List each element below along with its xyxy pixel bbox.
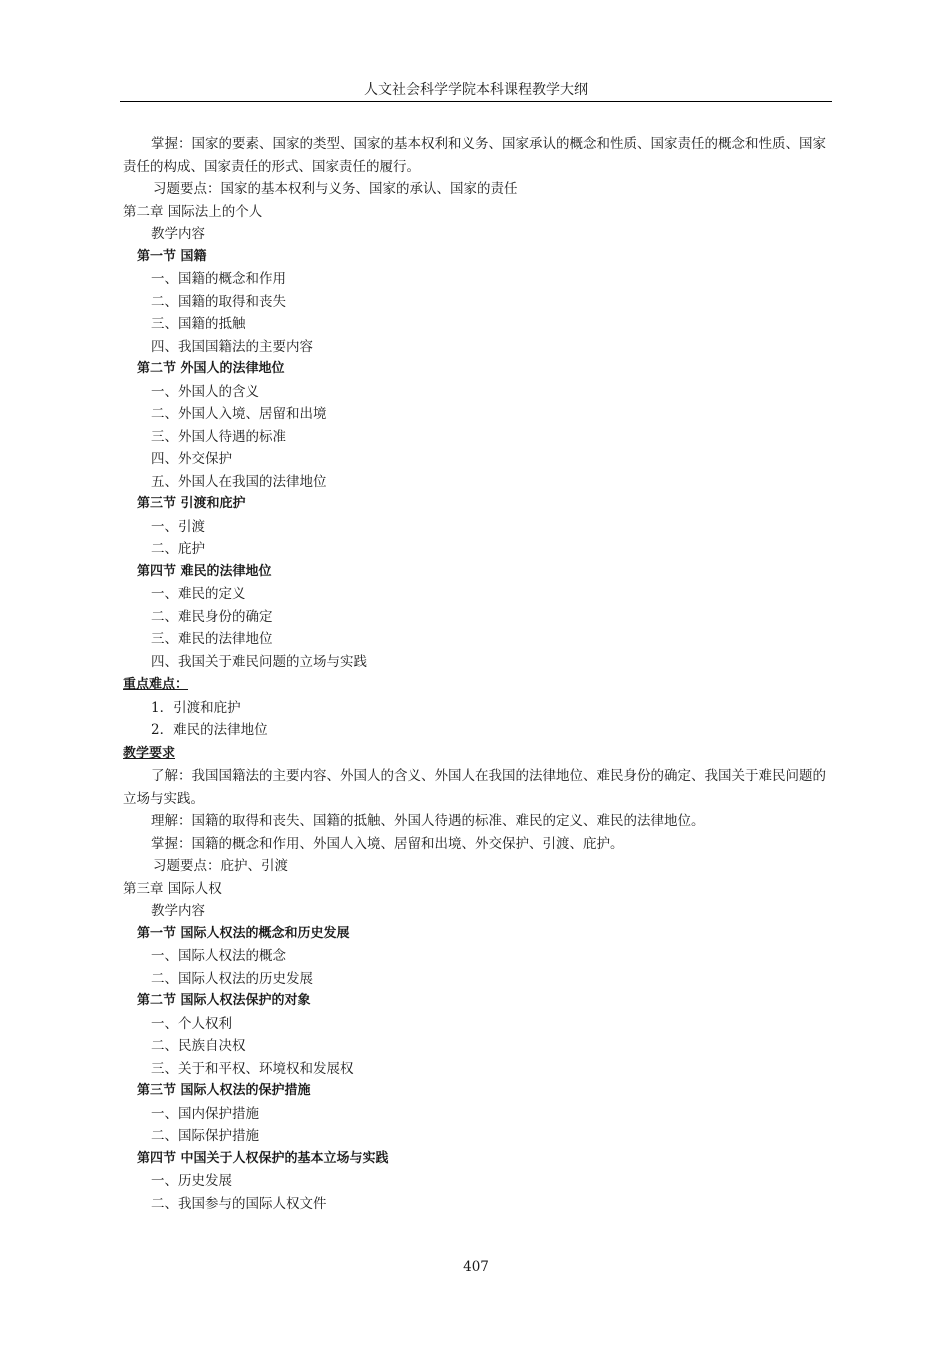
list-item: 二、庇护	[151, 541, 205, 557]
list-item: 2．难民的法律地位	[151, 722, 268, 738]
page-number: 407	[463, 1259, 489, 1275]
list-item: 四、外交保护	[151, 451, 232, 467]
section-heading: 第一节 国籍	[137, 248, 207, 264]
list-item: 二、民族自决权	[151, 1038, 246, 1054]
list-item: 一、难民的定义	[151, 586, 246, 602]
section-heading: 第二节 国际人权法保护的对象	[137, 993, 311, 1008]
list-item: 二、我国参与的国际人权文件	[151, 1195, 327, 1212]
list-item: 五、外国人在我国的法律地位	[151, 473, 327, 490]
mastery-paragraph: 掌握：国家的要素、国家的类型、国家的基本权利和义务、国家承认的概念和性质、国家责任的概念和性质、国家责任的构成、国家责任的形式、国家责任的履行。	[123, 136, 826, 175]
list-item: 四、我国国籍法的主要内容	[151, 338, 313, 355]
section-heading: 第三节 国际人权法的保护措施	[137, 1083, 311, 1098]
list-item: 二、外国人入境、居留和出境	[151, 406, 327, 422]
chapter-2-heading: 第二章 国际法上的个人	[123, 203, 263, 220]
section-heading: 第四节 中国关于人权保护的基本立场与实践	[137, 1150, 389, 1166]
list-item: 三、国籍的抵触	[151, 316, 246, 332]
list-item: 三、外国人待遇的标准	[151, 428, 286, 445]
document-body	[123, 133, 831, 1215]
key-points-heading: 重点难点：	[123, 677, 189, 692]
chapter-3-heading: 第三章 国际人权	[123, 880, 222, 897]
teaching-content-label: 教学内容	[151, 903, 205, 919]
list-item: 一、个人权利	[151, 1015, 232, 1032]
list-item: 三、关于和平权、环境权和发展权	[151, 1060, 354, 1077]
running-header: 人文社会科学学院本科课程教学大纲	[364, 82, 588, 98]
list-item: 一、引渡	[151, 518, 205, 535]
list-item: 二、国籍的取得和丧失	[151, 293, 286, 310]
section-heading: 第四节 难民的法律地位	[137, 563, 272, 579]
section-heading: 第二节 外国人的法律地位	[137, 361, 285, 376]
list-item: 一、国内保护措施	[151, 1105, 259, 1122]
comprehend-paragraph: 理解：国籍的取得和丧失、国籍的抵触、外国人待遇的标准、难民的定义、难民的法律地位。	[151, 813, 705, 829]
understand-paragraph: 了解：我国国籍法的主要内容、外国人的含义、外国人在我国的法律地位、难民身份的确定、我国关于难民问题的立场与实践。	[123, 768, 826, 807]
teaching-content-label: 教学内容	[151, 226, 205, 242]
header-rule	[120, 101, 832, 102]
section-heading: 第三节 引渡和庇护	[137, 496, 246, 511]
exercise-points: 习题要点：国家的基本权利与义务、国家的承认、国家的责任	[153, 181, 518, 197]
section-heading: 第一节 国际人权法的概念和历史发展	[137, 925, 350, 941]
list-item: 二、国际人权法的历史发展	[151, 970, 313, 987]
list-item: 一、外国人的含义	[151, 383, 259, 400]
exercise-points: 习题要点：庇护、引渡	[153, 858, 288, 874]
list-item: 一、国际人权法的概念	[151, 948, 286, 964]
list-item: 一、国籍的概念和作用	[151, 271, 286, 287]
requirements-heading: 教学要求	[123, 745, 176, 761]
list-item: 一、历史发展	[151, 1173, 232, 1189]
master-paragraph: 掌握：国籍的概念和作用、外国人入境、居留和出境、外交保护、引渡、庇护。	[151, 835, 624, 852]
list-item: 1．引渡和庇护	[151, 699, 241, 716]
list-item: 四、我国关于难民问题的立场与实践	[151, 653, 367, 670]
list-item: 二、国际保护措施	[151, 1128, 259, 1144]
list-item: 二、难民身份的确定	[151, 608, 273, 625]
list-item: 三、难民的法律地位	[151, 631, 273, 647]
